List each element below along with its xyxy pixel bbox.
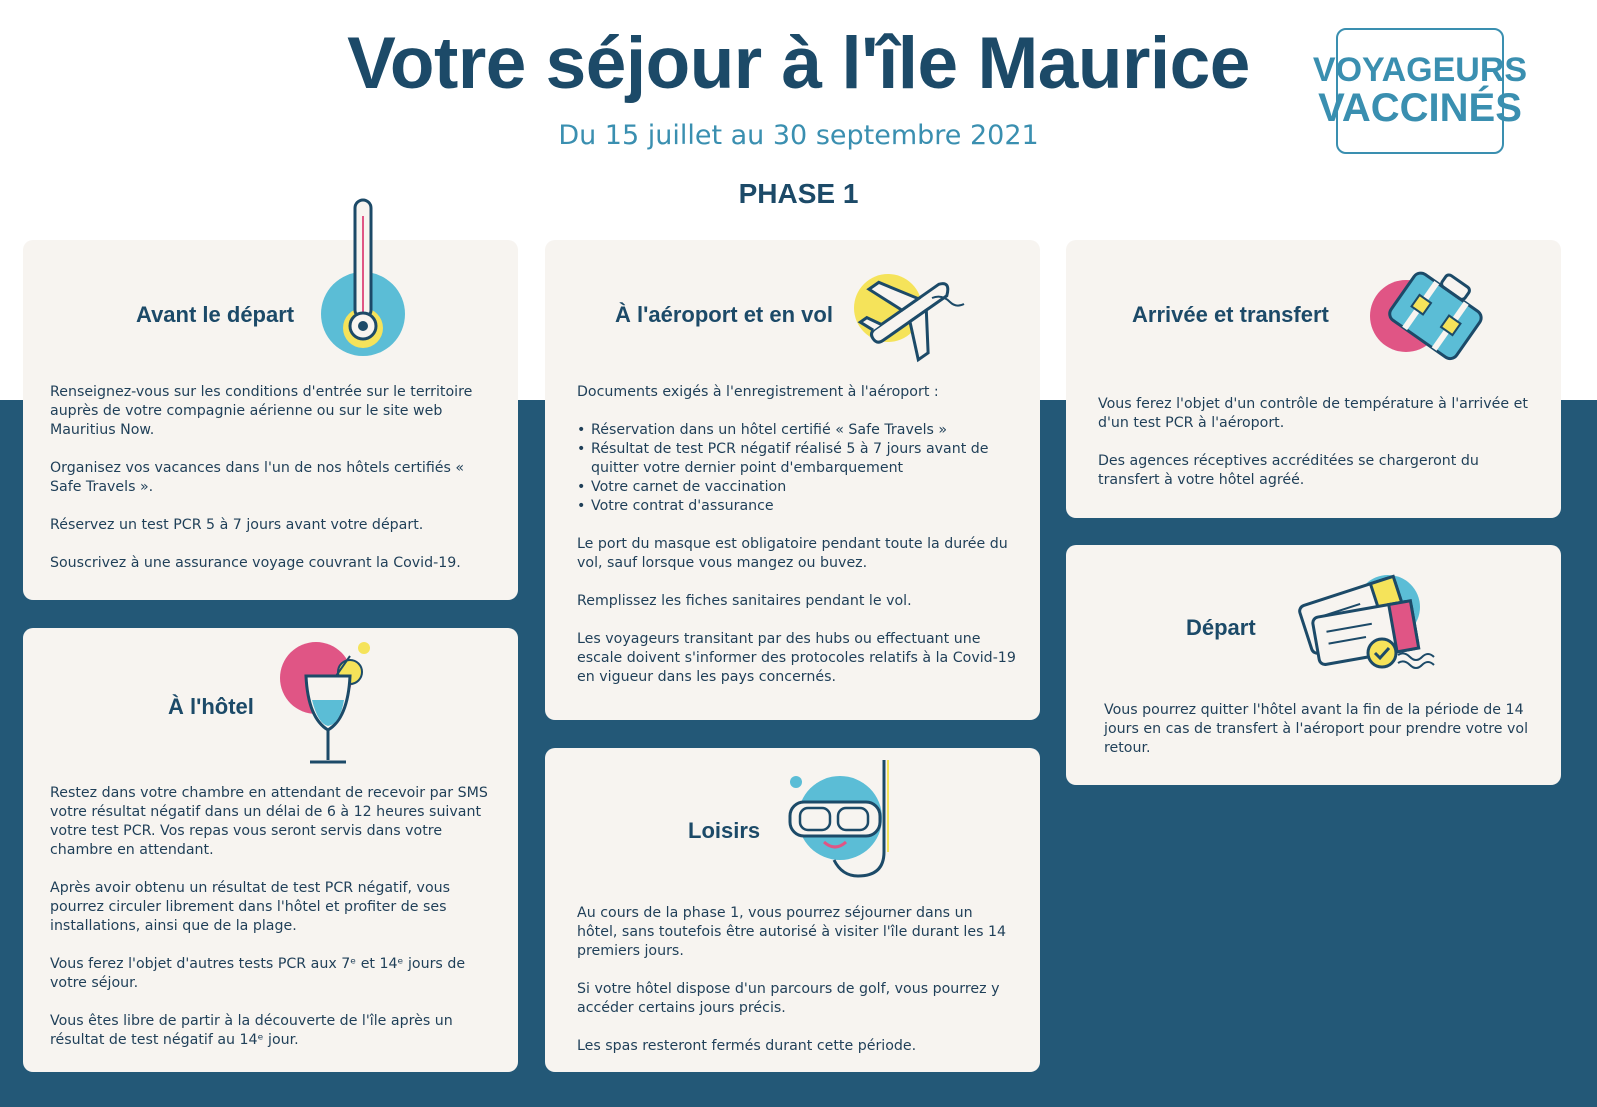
paragraph: Restez dans votre chambre en attendant de recevoir par SMS votre résultat négatif dans un délai de 6 à 12 heures suivant votre test PCR. Vos repas vous seront servis dans votre chambre en attendant. xyxy=(50,785,488,858)
thermometer-icon xyxy=(313,194,413,364)
card-arrivee xyxy=(1066,240,1561,518)
vaccinated-badge xyxy=(1312,28,1528,154)
card-aeroport xyxy=(545,240,1040,720)
card-title: Arrivée et transfert xyxy=(1132,302,1329,327)
paragraph: Vous ferez l'objet d'un contrôle de température à l'arrivée et d'un test PCR à l'aéroport. xyxy=(1098,396,1528,431)
paragraph: Réservez un test PCR 5 à 7 jours avant votre départ. xyxy=(50,517,424,533)
card-hotel xyxy=(23,628,518,1072)
card-avant-depart xyxy=(23,240,518,600)
card-body xyxy=(577,383,1017,687)
paragraph: Vous pourrez quitter l'hôtel avant la fin de la période de 14 jours en cas de transfert à l'aéroport pour prendre votre vol retour. xyxy=(1104,702,1529,756)
card-body xyxy=(1104,701,1534,758)
list-item: • Votre contrat d'assurance xyxy=(591,497,1017,516)
paragraph: Si votre hôtel dispose d'un parcours de golf, vous pourrez y accéder certains jours précis. xyxy=(577,981,1000,1016)
paragraph: Au cours de la phase 1, vous pourrez séjourner dans un hôtel, sans toutefois être autorisé à visiter l'île durant les 14 premiers jours. xyxy=(577,905,1007,959)
paragraph: Après avoir obtenu un résultat de test PCR négatif, vous pourrez circuler librement dans l'hôtel et profiter de ses installations, ainsi que de la plage. xyxy=(50,880,451,934)
card-body xyxy=(50,383,480,573)
paragraph: Organisez vos vacances dans l'un de nos hôtels certifiés « Safe Travels ». xyxy=(50,460,465,495)
list-item: • Réservation dans un hôtel certifié « Safe Travels » xyxy=(591,421,1017,440)
paragraph: Renseignez-vous sur les conditions d'entrée sur le territoire auprès de votre compagnie aérienne ou sur le site web Mauritius Now. xyxy=(50,384,473,438)
badge-line-2: VACCINÉS xyxy=(1318,85,1522,130)
paragraph: Les spas resteront fermés durant cette période. xyxy=(577,1038,917,1054)
snorkel-mask-icon xyxy=(780,756,900,886)
card-body xyxy=(1098,395,1538,490)
card-title: À l'aéroport et en vol xyxy=(615,302,833,327)
suitcase-icon xyxy=(1366,260,1496,370)
phase-label: PHASE 1 xyxy=(738,178,859,209)
document-list xyxy=(577,421,1017,516)
card-title: Loisirs xyxy=(688,818,761,843)
card-depart xyxy=(1066,545,1561,785)
list-item: • Votre carnet de vaccination xyxy=(591,478,1017,497)
paragraph: Le port du masque est obligatoire pendant toute la durée du vol, sauf lorsque vous mangez ou buvez. xyxy=(577,536,1008,571)
paragraph: Documents exigés à l'enregistrement à l'aéroport : xyxy=(577,384,939,400)
paragraph: Vous ferez l'objet d'autres tests PCR aux 7ᵉ et 14ᵉ jours de votre séjour. xyxy=(50,956,466,991)
paragraph: Souscrivez à une assurance voyage couvrant la Covid-19. xyxy=(50,555,461,571)
paragraph: Remplissez les fiches sanitaires pendant le vol. xyxy=(577,593,912,609)
tickets-icon xyxy=(1286,567,1446,677)
paragraph: Des agences réceptives accréditées se chargeront du transfert à votre hôtel agréé. xyxy=(1098,453,1479,488)
page-title: Votre séjour à l'île Maurice xyxy=(347,23,1250,104)
airplane-icon xyxy=(850,258,970,368)
paragraph: Les voyageurs transitant par des hubs ou effectuant une escale doivent s'informer des protocoles relatifs à la Covid-19 en vigueur dans les pays concernés. xyxy=(577,631,1016,685)
badge-line-1: VOYAGEURS xyxy=(1312,51,1528,90)
card-body xyxy=(50,784,490,1050)
card-title: Avant le départ xyxy=(136,302,295,327)
card-title: À l'hôtel xyxy=(168,694,254,719)
card-body xyxy=(577,904,1007,1056)
card-title: Départ xyxy=(1186,615,1256,640)
list-item: • Résultat de test PCR négatif réalisé 5 à 7 jours avant de quitter votre dernier point d'embarquement xyxy=(591,440,1017,478)
page-subtitle: Du 15 juillet au 30 septembre 2021 xyxy=(558,120,1039,151)
cocktail-icon xyxy=(278,638,388,778)
paragraph: Vous êtes libre de partir à la découverte de l'île après un résultat de test négatif au 14ᵉ jour. xyxy=(50,1013,453,1048)
card-loisirs xyxy=(545,748,1040,1072)
